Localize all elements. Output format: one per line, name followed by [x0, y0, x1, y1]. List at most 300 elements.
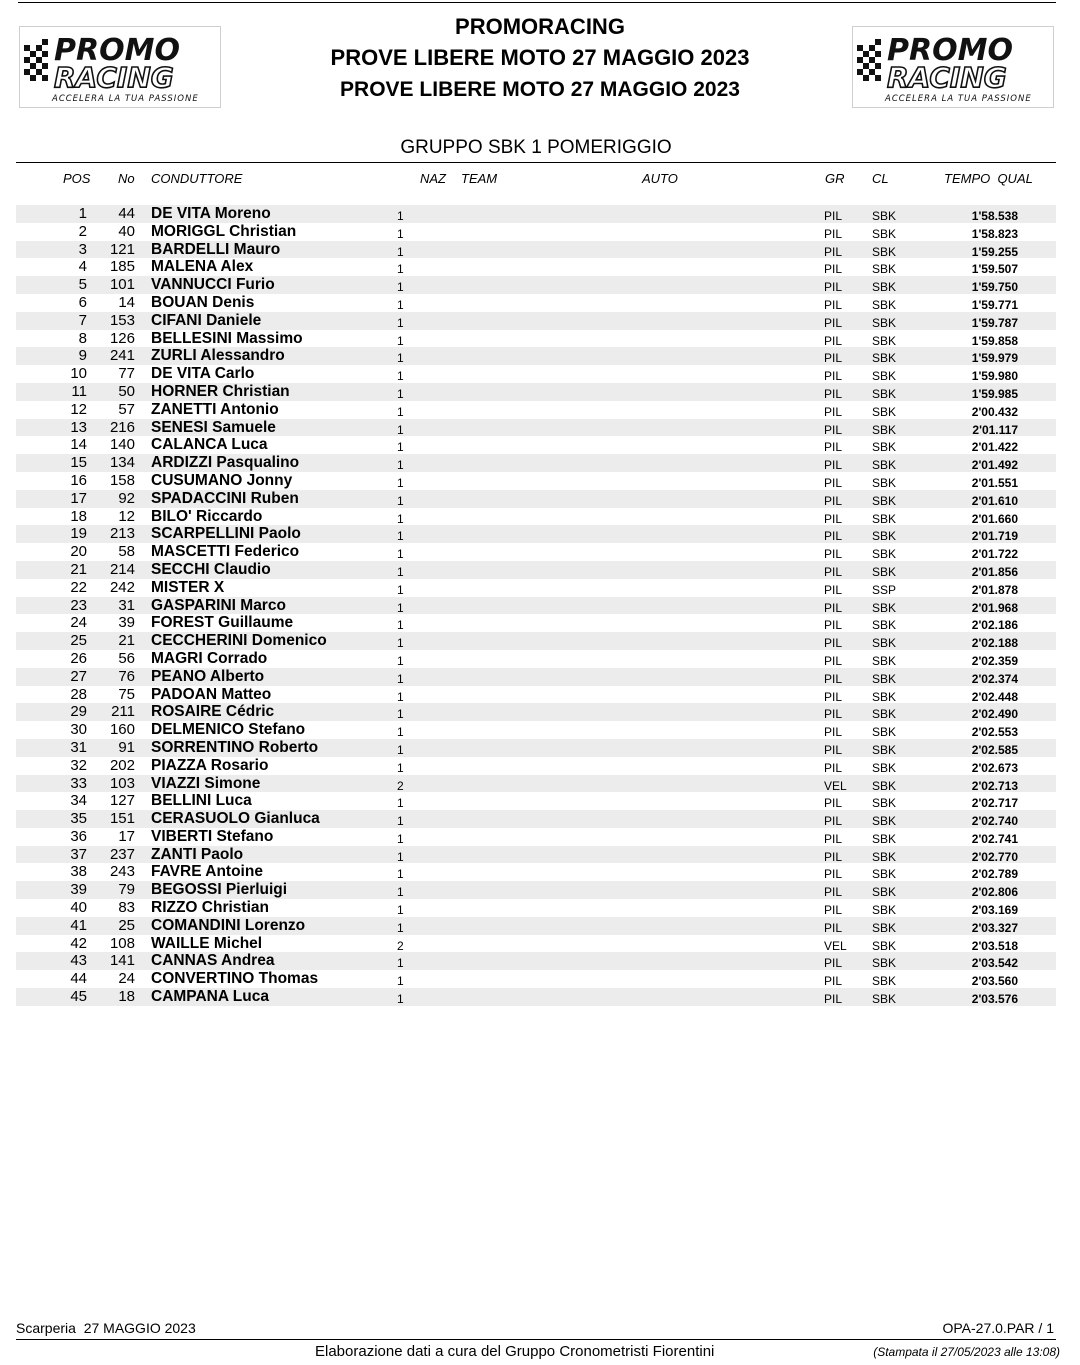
class-cell: SBK	[872, 422, 897, 437]
svg-text:ACCELERA LA TUA PASSIONE: ACCELERA LA TUA PASSIONE	[52, 94, 199, 104]
driver-name-cell: PEANO Alberto	[151, 667, 265, 685]
group-cell: PIL	[824, 404, 843, 419]
driver-name-cell: FAVRE Antoine	[151, 863, 263, 881]
position-cell: 26	[70, 649, 87, 667]
class-cell: SBK	[872, 760, 897, 775]
table-row	[16, 970, 1056, 988]
position-cell: 2	[78, 222, 87, 240]
qualifying-time-cell: 2'02.713	[971, 778, 1018, 793]
nationality-cell: 1	[397, 760, 404, 775]
class-cell: SBK	[872, 725, 897, 740]
position-cell: 41	[70, 916, 87, 934]
driver-name-cell: ZANETTI Antonio	[151, 400, 279, 418]
race-number-cell: 56	[118, 649, 135, 667]
group-cell: PIL	[824, 422, 843, 437]
table-row	[16, 401, 1056, 419]
race-number-cell: 12	[118, 507, 135, 525]
table-row	[16, 330, 1056, 348]
driver-name-cell: SECCHI Claudio	[151, 560, 271, 578]
qualifying-time-cell: 1'59.255	[971, 244, 1018, 259]
footer-page-code: OPA-27.0.PAR / 1	[942, 1320, 1054, 1336]
class-cell: SBK	[872, 244, 897, 259]
table-row	[16, 223, 1056, 241]
group-cell: PIL	[824, 262, 843, 277]
position-cell: 13	[70, 418, 87, 436]
qualifying-time-cell: 1'59.858	[971, 333, 1018, 348]
driver-name-cell: GASPARINI Marco	[151, 596, 286, 614]
class-cell: SBK	[872, 778, 897, 793]
group-cell: PIL	[824, 956, 843, 971]
group-cell: PIL	[824, 280, 843, 295]
class-cell: SBK	[872, 458, 897, 473]
race-number-cell: 92	[118, 489, 135, 507]
group-cell: PIL	[824, 671, 843, 686]
nationality-cell: 1	[397, 493, 404, 508]
col-header-team: TEAM	[461, 171, 498, 186]
qualifying-time-cell: 2'02.359	[971, 653, 1018, 668]
class-cell: SBK	[872, 956, 897, 971]
qualifying-time-cell: 2'02.374	[971, 671, 1018, 686]
group-cell: PIL	[824, 333, 843, 348]
race-number-cell: 91	[118, 738, 135, 756]
table-row	[16, 881, 1056, 899]
race-number-cell: 151	[109, 810, 135, 828]
nationality-cell: 1	[397, 903, 404, 918]
position-cell: 27	[70, 667, 87, 685]
driver-name-cell: PADOAN Matteo	[151, 685, 272, 703]
nationality-cell: 1	[397, 636, 404, 651]
nationality-cell: 1	[397, 742, 404, 757]
position-cell: 25	[70, 632, 87, 650]
driver-name-cell: BEGOSSI Pierluigi	[151, 881, 288, 899]
class-cell: SBK	[872, 475, 897, 490]
table-row	[16, 454, 1056, 472]
qualifying-time-cell: 2'00.432	[971, 404, 1018, 419]
position-cell: 45	[70, 988, 87, 1006]
driver-name-cell: CONVERTINO Thomas	[151, 970, 319, 988]
driver-name-cell: PIAZZA Rosario	[151, 756, 269, 774]
table-row	[16, 632, 1056, 650]
qualifying-time-cell: 2'02.553	[971, 725, 1018, 740]
position-cell: 3	[78, 240, 87, 258]
race-number-cell: 24	[118, 970, 135, 988]
position-cell: 12	[70, 400, 87, 418]
table-row	[16, 935, 1056, 953]
col-header-naz: NAZ	[420, 171, 446, 186]
class-cell: SBK	[872, 351, 897, 366]
qualifying-time-cell: 2'02.717	[971, 796, 1018, 811]
nationality-cell: 1	[397, 547, 404, 562]
driver-name-cell: CUSUMANO Jonny	[151, 471, 293, 489]
qualifying-time-cell: 2'02.806	[971, 885, 1018, 900]
group-cell: PIL	[824, 209, 843, 223]
nationality-cell: 1	[397, 209, 404, 223]
driver-name-cell: DELMENICO Stefano	[151, 721, 306, 739]
class-cell: SBK	[872, 814, 897, 829]
driver-name-cell: VIBERTI Stefano	[151, 827, 274, 845]
qualifying-time-cell: 2'02.490	[971, 707, 1018, 722]
qualifying-time-cell: 2'02.740	[971, 814, 1018, 829]
qualifying-time-cell: 2'02.448	[971, 689, 1018, 704]
race-number-cell: 241	[109, 347, 135, 365]
qualifying-time-cell: 2'01.492	[971, 458, 1018, 473]
race-number-cell: 58	[118, 543, 135, 561]
class-cell: SBK	[872, 974, 897, 989]
results-table	[16, 205, 1056, 1006]
position-cell: 7	[78, 311, 87, 329]
group-cell: PIL	[824, 920, 843, 935]
race-number-cell: 211	[111, 703, 135, 721]
qualifying-time-cell: 2'01.719	[971, 529, 1018, 544]
table-row	[16, 899, 1056, 917]
svg-text:PROMO: PROMO	[887, 33, 1013, 68]
nationality-cell: 1	[397, 386, 404, 401]
driver-name-cell: BELLESINI Massimo	[151, 329, 303, 347]
nationality-cell: 1	[397, 369, 404, 384]
qualifying-time-cell: 1'59.980	[971, 369, 1018, 384]
nationality-cell: 1	[397, 849, 404, 864]
group-cell: PIL	[824, 529, 843, 544]
qualifying-time-cell: 2'03.576	[971, 992, 1018, 1007]
table-row	[16, 597, 1056, 615]
driver-name-cell: CAMPANA Luca	[151, 988, 269, 1006]
class-cell: SBK	[872, 547, 897, 562]
group-cell: PIL	[824, 244, 843, 259]
driver-name-cell: CALANCA Luca	[151, 436, 268, 454]
nationality-cell: 1	[397, 333, 404, 348]
driver-name-cell: MALENA Alex	[151, 258, 254, 276]
position-cell: 21	[70, 560, 87, 578]
driver-name-cell: BARDELLI Mauro	[151, 240, 281, 258]
col-header-pos: POS	[63, 171, 91, 186]
nationality-cell: 1	[397, 992, 404, 1007]
qualifying-time-cell: 2'02.188	[971, 636, 1018, 651]
race-number-cell: 237	[109, 845, 135, 863]
table-row	[16, 703, 1056, 721]
nationality-cell: 1	[397, 475, 404, 490]
table-row	[16, 472, 1056, 490]
race-number-cell: 31	[118, 596, 135, 614]
driver-name-cell: SENESI Samuele	[151, 418, 276, 436]
event-title: PROVE LIBERE MOTO 27 MAGGIO 2023	[330, 45, 750, 70]
table-row	[16, 294, 1056, 312]
svg-text:PROMO: PROMO	[54, 33, 180, 68]
class-cell: SBK	[872, 831, 897, 846]
group-cell: PIL	[824, 653, 843, 668]
nationality-cell: 1	[397, 529, 404, 544]
group-cell: PIL	[824, 636, 843, 651]
class-cell: SBK	[872, 386, 897, 401]
driver-name-cell: SORRENTINO Roberto	[151, 738, 319, 756]
nationality-cell: 1	[397, 653, 404, 668]
nationality-cell: 1	[397, 707, 404, 722]
driver-name-cell: ROSAIRE Cédric	[151, 703, 275, 721]
table-row	[16, 543, 1056, 561]
table-row	[16, 721, 1056, 739]
table-row	[16, 686, 1056, 704]
position-cell: 18	[70, 507, 87, 525]
session-title: PROVE LIBERE MOTO 27 MAGGIO 2023	[340, 78, 740, 101]
group-cell: PIL	[824, 440, 843, 455]
race-number-cell: 103	[109, 774, 135, 792]
table-row	[16, 810, 1056, 828]
class-cell: SBK	[872, 653, 897, 668]
qualifying-time-cell: 2'02.186	[971, 618, 1018, 633]
qualifying-time-cell: 2'02.741	[971, 831, 1018, 846]
nationality-cell: 1	[397, 404, 404, 419]
class-cell: SBK	[872, 529, 897, 544]
driver-name-cell: BILO' Riccardo	[151, 507, 263, 525]
table-row	[16, 650, 1056, 668]
nationality-cell: 1	[397, 511, 404, 526]
race-number-cell: 79	[118, 881, 135, 899]
driver-name-cell: DE VITA Moreno	[151, 205, 271, 222]
nationality-cell: 1	[397, 867, 404, 882]
qualifying-time-cell: 2'02.789	[971, 867, 1018, 882]
race-number-cell: 57	[118, 400, 135, 418]
class-cell: SBK	[872, 564, 897, 579]
footer-print-stamp: (Stampata il 27/05/2023 alle 13:08)	[873, 1345, 1060, 1359]
footer-divider	[16, 1339, 1056, 1340]
nationality-cell: 1	[397, 564, 404, 579]
nationality-cell: 1	[397, 600, 404, 615]
qualifying-time-cell: 2'02.585	[971, 742, 1018, 757]
table-row	[16, 525, 1056, 543]
driver-name-cell: VIAZZI Simone	[151, 774, 261, 792]
class-cell: SBK	[872, 742, 897, 757]
race-number-cell: 14	[118, 293, 135, 311]
qualifying-time-cell: 1'58.538	[971, 209, 1018, 223]
race-number-cell: 216	[109, 418, 135, 436]
nationality-cell: 2	[397, 938, 404, 953]
class-cell: SBK	[872, 992, 897, 1007]
table-row	[16, 668, 1056, 686]
class-cell: SBK	[872, 920, 897, 935]
col-header-gr: GR	[825, 171, 845, 186]
class-cell: SBK	[872, 671, 897, 686]
qualifying-time-cell: 2'01.878	[971, 582, 1018, 597]
race-number-cell: 160	[109, 721, 135, 739]
position-cell: 17	[70, 489, 87, 507]
class-cell: SSP	[872, 582, 897, 597]
footer-credit: Elaborazione dati a cura del Gruppo Cronometristi Fiorentini	[315, 1343, 715, 1360]
nationality-cell: 1	[397, 262, 404, 277]
race-number-cell: 243	[109, 863, 135, 881]
table-row	[16, 988, 1056, 1006]
group-cell: PIL	[824, 582, 843, 597]
class-cell: SBK	[872, 707, 897, 722]
col-header-auto: AUTO	[642, 171, 678, 186]
svg-text:ACCELERA LA TUA PASSIONE: ACCELERA LA TUA PASSIONE	[885, 94, 1032, 104]
class-cell: SBK	[872, 226, 897, 241]
col-header-time: TEMPO QUAL	[944, 171, 1033, 186]
svg-text:RACING: RACING	[887, 61, 1007, 94]
position-cell: 40	[70, 899, 87, 917]
driver-name-cell: VANNUCCI Furio	[151, 276, 275, 294]
race-number-cell: 17	[118, 827, 135, 845]
position-cell: 14	[70, 436, 87, 454]
group-cell: VEL	[824, 778, 847, 793]
qualifying-time-cell: 2'02.673	[971, 760, 1018, 775]
driver-name-cell: MISTER X	[151, 578, 225, 596]
group-cell: PIL	[824, 760, 843, 775]
class-cell: SBK	[872, 511, 897, 526]
position-cell: 9	[78, 347, 87, 365]
class-cell: SBK	[872, 333, 897, 348]
nationality-cell: 1	[397, 831, 404, 846]
class-cell: SBK	[872, 849, 897, 864]
driver-name-cell: DE VITA Carlo	[151, 365, 255, 383]
class-cell: SBK	[872, 885, 897, 900]
group-cell: PIL	[824, 849, 843, 864]
position-cell: 11	[71, 382, 87, 400]
group-cell: PIL	[824, 297, 843, 312]
top-rule	[18, 2, 1056, 3]
qualifying-time-cell: 1'59.507	[971, 262, 1018, 277]
table-row	[16, 347, 1056, 365]
position-cell: 15	[70, 454, 87, 472]
race-number-cell: 76	[118, 667, 135, 685]
nationality-cell: 1	[397, 297, 404, 312]
group-cell: PIL	[824, 974, 843, 989]
position-cell: 29	[70, 703, 87, 721]
group-cell: PIL	[824, 458, 843, 473]
table-row	[16, 490, 1056, 508]
table-row	[16, 917, 1056, 935]
position-cell: 22	[70, 578, 87, 596]
position-cell: 36	[70, 827, 87, 845]
qualifying-time-cell: 2'01.551	[971, 475, 1018, 490]
class-cell: SBK	[872, 938, 897, 953]
qualifying-time-cell: 1'59.985	[971, 386, 1018, 401]
nationality-cell: 1	[397, 280, 404, 295]
group-cell: PIL	[824, 618, 843, 633]
race-number-cell: 44	[118, 205, 135, 222]
document-header	[260, 12, 820, 106]
qualifying-time-cell: 1'59.979	[971, 351, 1018, 366]
race-number-cell: 77	[118, 365, 135, 383]
qualifying-time-cell: 2'03.327	[971, 920, 1018, 935]
group-cell: PIL	[824, 564, 843, 579]
class-cell: SBK	[872, 297, 897, 312]
table-row	[16, 205, 1056, 223]
col-header-driver: CONDUTTORE	[151, 171, 243, 186]
group-cell: PIL	[824, 475, 843, 490]
position-cell: 43	[70, 952, 87, 970]
group-cell: PIL	[824, 547, 843, 562]
driver-name-cell: COMANDINI Lorenzo	[151, 916, 306, 934]
position-cell: 31	[70, 738, 87, 756]
driver-name-cell: BELLINI Luca	[151, 792, 252, 810]
class-cell: SBK	[872, 493, 897, 508]
position-cell: 4	[78, 258, 87, 276]
position-cell: 20	[70, 543, 87, 561]
nationality-cell: 1	[397, 582, 404, 597]
qualifying-time-cell: 2'03.542	[971, 956, 1018, 971]
table-row	[16, 561, 1056, 579]
group-cell: PIL	[824, 796, 843, 811]
nationality-cell: 1	[397, 974, 404, 989]
table-row	[16, 792, 1056, 810]
group-cell: VEL	[824, 938, 847, 953]
nationality-cell: 1	[397, 458, 404, 473]
table-row	[16, 757, 1056, 775]
group-cell: PIL	[824, 903, 843, 918]
table-row	[16, 775, 1056, 793]
class-cell: SBK	[872, 404, 897, 419]
qualifying-time-cell: 2'01.610	[971, 493, 1018, 508]
qualifying-time-cell: 2'01.660	[971, 511, 1018, 526]
table-row	[16, 241, 1056, 259]
group-title: GRUPPO SBK 1 POMERIGGIO	[400, 137, 672, 158]
group-cell: PIL	[824, 369, 843, 384]
driver-name-cell: MASCETTI Federico	[151, 543, 300, 561]
driver-name-cell: ZURLI Alessandro	[151, 347, 285, 365]
qualifying-time-cell: 2'03.560	[971, 974, 1018, 989]
class-cell: SBK	[872, 903, 897, 918]
position-cell: 6	[78, 293, 87, 311]
position-cell: 19	[70, 525, 87, 543]
qualifying-time-cell: 2'01.722	[971, 547, 1018, 562]
race-number-cell: 242	[109, 578, 135, 596]
race-number-cell: 50	[118, 382, 135, 400]
position-cell: 37	[70, 845, 87, 863]
race-number-cell: 75	[118, 685, 135, 703]
table-row	[16, 419, 1056, 437]
nationality-cell: 2	[397, 778, 404, 793]
footer-location-date: Scarperia 27 MAGGIO 2023	[16, 1320, 196, 1336]
driver-name-cell: FOREST Guillaume	[151, 614, 294, 632]
driver-name-cell: RIZZO Christian	[151, 899, 269, 917]
class-cell: SBK	[872, 618, 897, 633]
position-cell: 38	[70, 863, 87, 881]
group-cell: PIL	[824, 831, 843, 846]
race-number-cell: 40	[118, 222, 135, 240]
nationality-cell: 1	[397, 814, 404, 829]
position-cell: 35	[70, 810, 87, 828]
class-cell: SBK	[872, 315, 897, 330]
class-cell: SBK	[872, 209, 897, 223]
col-header-cl: CL	[872, 171, 889, 186]
class-cell: SBK	[872, 636, 897, 651]
position-cell: 33	[70, 774, 87, 792]
position-cell: 1	[78, 205, 87, 222]
race-number-cell: 25	[118, 916, 135, 934]
nationality-cell: 1	[397, 244, 404, 259]
group-cell: PIL	[824, 511, 843, 526]
group-cell: PIL	[824, 742, 843, 757]
nationality-cell: 1	[397, 885, 404, 900]
svg-text:RACING: RACING	[54, 61, 174, 94]
table-row	[16, 436, 1056, 454]
race-number-cell: 101	[109, 276, 135, 294]
race-number-cell: 108	[109, 934, 135, 952]
qualifying-time-cell: 2'01.117	[972, 422, 1018, 437]
group-cell: PIL	[824, 386, 843, 401]
position-cell: 8	[78, 329, 87, 347]
race-number-cell: 121	[109, 240, 135, 258]
group-cell: PIL	[824, 885, 843, 900]
qualifying-time-cell: 1'59.750	[971, 280, 1018, 295]
race-number-cell: 214	[109, 560, 135, 578]
class-cell: SBK	[872, 440, 897, 455]
group-cell: PIL	[824, 689, 843, 704]
col-header-no: No	[118, 171, 135, 186]
class-cell: SBK	[872, 689, 897, 704]
race-number-cell: 185	[109, 258, 135, 276]
table-row	[16, 579, 1056, 597]
position-cell: 5	[78, 276, 87, 294]
